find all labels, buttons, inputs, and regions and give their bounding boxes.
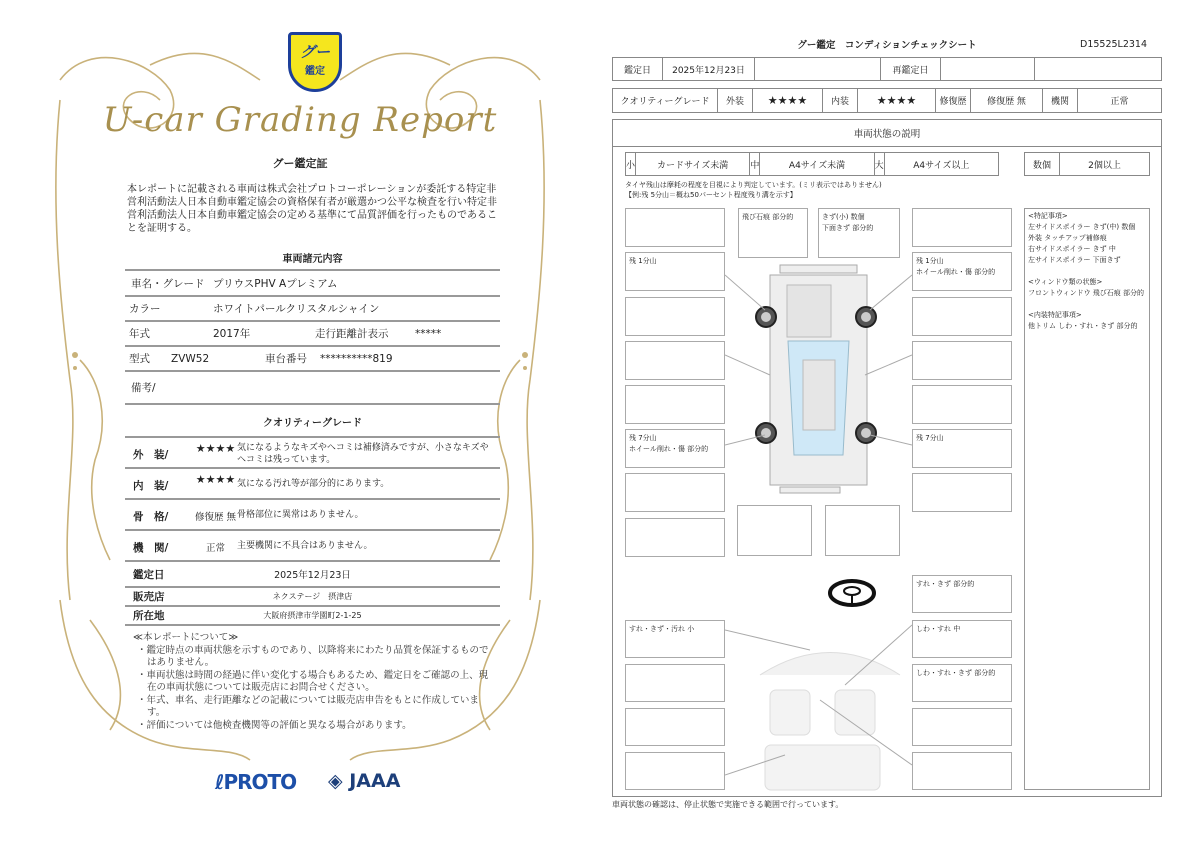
- condition-box: [625, 473, 725, 512]
- condition-box: [912, 473, 1012, 512]
- sheet-id: D15525L2314: [1080, 39, 1148, 50]
- spec-row-remarks: [125, 372, 500, 405]
- size-value: カードサイズ未満: [636, 153, 750, 175]
- label: 備考/: [131, 382, 156, 394]
- size-key: 大: [875, 153, 885, 175]
- note-item: ・年式、車名、走行距離などの記載については販売店申告をもとに作成しています。: [137, 694, 479, 718]
- grade-row: [125, 436, 500, 469]
- certificate-statement: 本レポートに記載される車両は株式会社プロトコーポレーションが委託する特定非営利活動法人日本自動車鑑定協会の資格保有者が厳選かつ公平な検査を行い特定非営利活動法人日本自動車鑑定協会の定める基準にて品質評価を行ったものであることを証明する。: [127, 184, 497, 234]
- repair-value: 修復歴 無: [971, 89, 1043, 112]
- recheck-label: 再鑑定日: [881, 58, 941, 80]
- proto-logo: ℓPROTO: [215, 770, 297, 794]
- label: 機関: [1043, 89, 1078, 112]
- recheck-value: [941, 58, 1035, 80]
- condition-box: すれ・きず 部分的: [912, 575, 1012, 613]
- size-value: A4サイズ以上: [913, 160, 970, 171]
- tire-note: タイヤ残山は摩耗の程度を目視により判定しています。(ミリ表示ではありません): [625, 181, 882, 189]
- condition-box: [625, 385, 725, 424]
- label: 所在地: [133, 610, 165, 622]
- date-table: [612, 57, 1162, 81]
- condition-box: [912, 708, 1012, 746]
- label: 鑑定日: [133, 568, 165, 581]
- condition-box: 残 1分山 ホイール削れ・傷 部分的: [912, 252, 1012, 291]
- value: プリウスPHV Aプレミアム: [213, 277, 338, 290]
- date-value: 2025年12月23日: [663, 58, 755, 80]
- grade-description: 気になるようなキズやヘコミは補修済みですが、小さなキズやヘコミは残っています。: [237, 443, 489, 465]
- grade-value: 修復歴 無: [194, 512, 237, 523]
- label: 車台番号: [265, 353, 307, 365]
- report-notes: [133, 632, 493, 732]
- sheet-title: グー鑑定 コンディションチェックシート: [797, 40, 977, 51]
- grade-table: [612, 88, 1162, 113]
- label: カラー: [129, 303, 161, 315]
- grade-row: [125, 469, 500, 500]
- certificate-heading: グー鑑定証: [272, 157, 328, 170]
- tire-example: 【例:残 5分山＝概ね50パーセント程度残り溝を示す】: [625, 191, 797, 199]
- notes-heading: ≪本レポートについて≫: [133, 632, 239, 643]
- value: 2025年12月23日: [274, 570, 351, 581]
- condition-box: [625, 708, 725, 746]
- sheet-footer: 車両状態の確認は、停止状態で実施できる範囲で行っています。: [612, 800, 844, 809]
- spec-row-color: [125, 297, 500, 322]
- blank: [1035, 58, 1161, 80]
- condition-box: 飛び石痕 部分的: [738, 208, 808, 258]
- condition-box: [625, 341, 725, 380]
- specs-heading: 車両諸元内容: [282, 254, 343, 265]
- condition-box: [737, 505, 812, 556]
- count-legend: [1024, 152, 1150, 176]
- report-script-title: U-car Grading Report: [102, 100, 498, 140]
- condition-box: [825, 505, 900, 556]
- grade-value: ★★★★: [195, 473, 236, 486]
- value: 2017年: [213, 328, 251, 340]
- quality-heading: クオリティーグレード: [263, 418, 362, 429]
- condition-box: [625, 752, 725, 790]
- label: 修復歴: [936, 89, 971, 112]
- condition-box: すれ・きず・汚れ 小: [625, 620, 725, 658]
- size-key: 小: [626, 153, 636, 175]
- label: 外装: [718, 89, 753, 112]
- label: 車名・グレード: [131, 277, 205, 290]
- grade-label: 外 装/: [133, 449, 169, 461]
- panel-title: 車両状態の説明: [613, 120, 1161, 147]
- engine-value: 正常: [1110, 97, 1129, 107]
- condition-box: [912, 341, 1012, 380]
- blank: [755, 58, 881, 80]
- spec-row-name: [125, 269, 500, 297]
- grade-row: [125, 500, 500, 531]
- value: ホワイトパールクリスタルシャイン: [213, 303, 380, 315]
- grade-label: 骨 格/: [133, 511, 169, 523]
- date-row: [125, 562, 500, 588]
- condition-box: しわ・すれ・きず 部分的: [912, 664, 1012, 702]
- condition-box: [625, 518, 725, 557]
- condition-box: 残 1分山: [625, 252, 725, 291]
- address-row: [125, 607, 500, 626]
- grade-label: 内 装/: [133, 480, 169, 492]
- grade-label: 機 関/: [133, 542, 169, 554]
- value: ZVW52: [171, 352, 210, 365]
- grade-description: 骨格部位に異常はありません。: [237, 510, 364, 520]
- value: ネクステージ 摂津店: [272, 592, 353, 601]
- grade-row: [125, 531, 500, 562]
- value: *****: [415, 327, 442, 340]
- condition-box: 残 7分山 ホイール削れ・傷 部分的: [625, 429, 725, 468]
- grade-value: ★★★★: [195, 442, 236, 455]
- grade-description: 主要機関に不具合はありません。: [237, 541, 373, 551]
- value: **********819: [320, 352, 393, 365]
- car-exterior-diagram: [725, 255, 912, 505]
- label: 販売店: [133, 591, 165, 603]
- date-label: 鑑定日: [613, 58, 663, 80]
- label: 型式: [129, 353, 150, 365]
- interior-stars: ★★★★: [858, 89, 936, 112]
- condition-box: 残 7分山: [912, 429, 1012, 468]
- count-value: 2個以上: [1088, 160, 1121, 171]
- car-interior-diagram: [725, 575, 912, 795]
- exterior-stars: ★★★★: [753, 89, 823, 112]
- gu-kantei-logo: グー 鑑定: [288, 32, 342, 92]
- condition-box: [912, 297, 1012, 336]
- size-key: 中: [750, 153, 760, 175]
- count-key: 数個: [1025, 153, 1060, 175]
- label: 内装: [823, 89, 858, 112]
- condition-box: [912, 752, 1012, 790]
- remarks-box: <特記事項> 左サイドスポイラー きず(中) 数個 外装 タッチアップ補修痕 右サイドスポイラー きず 中 左サイドスポイラー 下面きず <ウィンドウ類の状態> フロントウィンドウ 飛び石痕 部分的 <内装特記事項> 他トリム しわ・すれ・きず 部分的: [1024, 208, 1150, 790]
- label: クオリティーグレード: [613, 89, 718, 112]
- value: 大阪府摂津市学園町2-1-25: [263, 611, 362, 620]
- label: 走行距離計表示: [315, 328, 389, 340]
- note-item: ・鑑定時点の車両状態を示すものであり、以降将来にわたり品質を保証するものではありません。: [137, 644, 489, 668]
- spec-row-year: [125, 322, 500, 347]
- size-legend: [625, 152, 999, 176]
- label: 年式: [129, 328, 150, 340]
- grade-value: 正常: [205, 543, 225, 554]
- condition-box: [625, 208, 725, 247]
- condition-box: きず(小) 数個 下面きず 部分的: [818, 208, 900, 258]
- size-value: A4サイズ未満: [760, 153, 874, 175]
- spec-row-model: [125, 347, 500, 372]
- condition-box: しわ・すれ 中: [912, 620, 1012, 658]
- note-item: ・車両状態は時間の経過に伴い変化する場合もあるため、鑑定日をご確認の上、現在の車両状態については販売店にお問合せください。: [137, 669, 489, 693]
- shop-row: [125, 588, 500, 607]
- condition-box: [625, 664, 725, 702]
- note-item: ・評価については他検査機関等の評価と異なる場合があります。: [137, 719, 412, 731]
- condition-box: [912, 208, 1012, 247]
- jaaa-logo: ◈ JAAA: [328, 770, 401, 792]
- condition-box: [625, 297, 725, 336]
- condition-box: [912, 385, 1012, 424]
- grade-description: 気になる汚れ等が部分的にあります。: [237, 479, 390, 489]
